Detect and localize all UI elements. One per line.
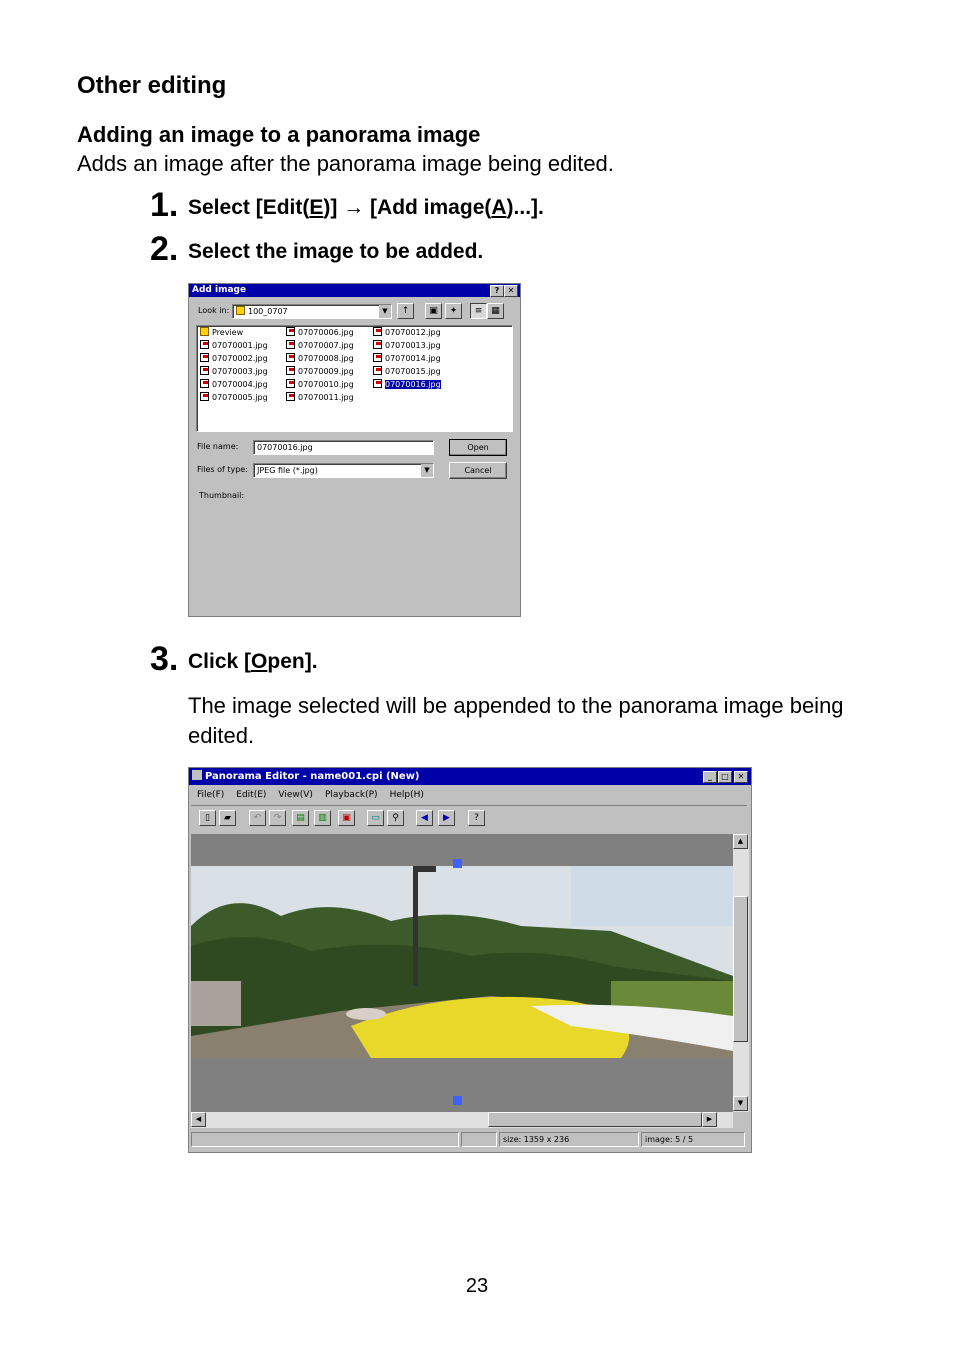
file-name: 07070010.jpg	[298, 380, 354, 389]
file-name: 07070004.jpg	[212, 380, 268, 389]
file-name: 07070006.jpg	[298, 328, 354, 337]
cancel-button[interactable]: Cancel	[449, 462, 507, 479]
panorama-canvas[interactable]	[191, 834, 733, 1112]
scroll-right-icon[interactable]: ▶	[702, 1112, 717, 1127]
section-title: Other editing	[77, 72, 227, 99]
add-image-dialog	[188, 283, 521, 617]
step-1-text: Select [Edit(E)] → [Add image(A)...].	[188, 196, 544, 219]
vertical-scroll-thumb[interactable]	[733, 896, 748, 1042]
app-icon	[192, 770, 202, 780]
file-list-item[interactable]	[200, 353, 268, 365]
file-list-item[interactable]	[373, 379, 441, 391]
filetype-select[interactable]: JPEG file (*.jpg) ▼	[253, 463, 434, 478]
editor-title: Panorama Editor - name001.cpi (New)	[205, 771, 420, 782]
menu-bar	[197, 790, 436, 800]
jpg-file-icon	[200, 366, 209, 375]
jpg-file-icon	[200, 392, 209, 401]
status-message	[191, 1132, 459, 1147]
panorama-photo	[191, 866, 733, 1058]
scroll-up-icon[interactable]: ▲	[733, 834, 748, 849]
file-name: 07070014.jpg	[385, 354, 441, 363]
status-size: size: 1359 x 236	[499, 1132, 639, 1147]
vertical-scrollbar[interactable]	[733, 834, 749, 1112]
jpg-file-icon	[286, 366, 295, 375]
page-number: 23	[465, 1275, 489, 1297]
filename-label: File name:	[197, 442, 239, 451]
file-list-item[interactable]	[286, 340, 354, 352]
status-spacer	[461, 1132, 497, 1147]
file-list-item[interactable]	[373, 340, 441, 352]
jpg-file-icon	[286, 327, 295, 336]
scroll-left-icon[interactable]: ◀	[191, 1112, 206, 1127]
step-2-text: Select the image to be added.	[188, 240, 484, 263]
menu-item[interactable]: File(F)	[197, 790, 225, 800]
menu-item[interactable]: Edit(E)	[236, 790, 267, 800]
file-list-item[interactable]	[286, 379, 354, 391]
file-list-item[interactable]	[200, 392, 268, 404]
file-list-item[interactable]	[200, 366, 268, 378]
jpg-file-icon	[373, 366, 382, 375]
jpg-file-icon	[286, 340, 295, 349]
jpg-file-icon	[373, 379, 382, 388]
file-name: 07070015.jpg	[385, 367, 441, 376]
stitch-icon[interactable]: ▥	[314, 810, 331, 826]
undo-icon[interactable]: ↶	[249, 810, 266, 826]
list-view-icon[interactable]: ≡	[470, 303, 487, 319]
file-list-item[interactable]	[286, 353, 354, 365]
close-button[interactable]: ✕	[504, 285, 518, 297]
editor-titlebar	[189, 768, 751, 785]
file-list-item[interactable]	[286, 366, 354, 378]
menu-item[interactable]: Help(H)	[389, 790, 424, 800]
panorama-editor-window	[188, 767, 752, 1153]
file-name: 07070013.jpg	[385, 341, 441, 350]
file-list[interactable]	[196, 325, 513, 432]
step-3-number: 3.	[150, 640, 179, 678]
menu-item[interactable]: View(V)	[278, 790, 313, 800]
jpg-file-icon	[373, 340, 382, 349]
file-list-item[interactable]	[286, 392, 354, 404]
step-2-number: 2.	[150, 230, 179, 268]
file-list-item[interactable]	[200, 327, 243, 339]
filetype-label: Files of type:	[197, 465, 248, 474]
jpg-file-icon	[373, 327, 382, 336]
open-button[interactable]: Open	[449, 439, 507, 456]
file-name: 07070001.jpg	[212, 341, 268, 350]
details-view-icon[interactable]: ▦	[487, 303, 504, 319]
step-1-number: 1.	[150, 186, 179, 224]
horizontal-scrollbar[interactable]	[191, 1112, 733, 1128]
dialog-title: Add image	[192, 285, 247, 295]
up-folder-icon[interactable]: ↑	[397, 303, 414, 319]
folder-icon	[236, 306, 245, 315]
subsection-description: Adds an image after the panorama image being edited.	[77, 151, 614, 176]
horizontal-scroll-thumb[interactable]	[488, 1112, 702, 1127]
panorama-image	[191, 866, 733, 1058]
play-right-icon[interactable]: ▶	[438, 810, 455, 826]
file-name: 07070012.jpg	[385, 328, 441, 337]
step-3-body: The image selected will be appended to the panorama image being edited.	[188, 693, 844, 748]
jpg-file-icon	[286, 392, 295, 401]
jpg-file-icon	[286, 353, 295, 362]
help-button[interactable]: ?	[490, 285, 504, 297]
file-list-item[interactable]	[373, 353, 441, 365]
zoom-icon[interactable]: ⚲	[387, 810, 404, 826]
jpg-file-icon	[200, 353, 209, 362]
play-left-icon[interactable]: ◀	[416, 810, 433, 826]
file-list-item[interactable]	[373, 366, 441, 378]
new-folder-icon[interactable]: ✦	[445, 303, 462, 319]
filename-input[interactable]: 07070016.jpg	[253, 440, 434, 455]
chevron-down-icon[interactable]: ▼	[421, 464, 433, 477]
file-name: 07070003.jpg	[212, 367, 268, 376]
maximize-icon[interactable]: □	[718, 771, 732, 783]
bottom-marker-icon[interactable]	[453, 1096, 462, 1105]
jpg-file-icon	[200, 340, 209, 349]
close-icon[interactable]: ✕	[734, 771, 748, 783]
file-list-item[interactable]	[200, 340, 268, 352]
dialog-titlebar	[189, 284, 520, 297]
file-name: 07070011.jpg	[298, 393, 354, 402]
file-name: 07070002.jpg	[212, 354, 268, 363]
minimize-icon[interactable]: _	[703, 771, 717, 783]
fit-view-icon[interactable]: ▭	[367, 810, 384, 826]
file-name: Preview	[212, 328, 244, 337]
open-folder-icon[interactable]: ▰	[219, 810, 236, 826]
help-icon[interactable]: ?	[468, 810, 485, 826]
subsection-title: Adding an image to a panorama image	[77, 122, 481, 147]
chevron-down-icon[interactable]: ▼	[379, 305, 391, 318]
add-image-icon[interactable]: ▤	[292, 810, 309, 826]
delete-image-icon[interactable]: ▣	[338, 810, 355, 826]
status-image: image: 5 / 5	[641, 1132, 745, 1147]
lookin-label: Look in:	[198, 306, 230, 315]
menu-item[interactable]: Playback(P)	[324, 790, 378, 800]
new-file-icon[interactable]: ▯	[199, 810, 216, 826]
file-name: 07070009.jpg	[298, 367, 354, 376]
file-list-item[interactable]	[286, 327, 354, 339]
top-marker-icon[interactable]	[453, 859, 462, 868]
file-name: 07070008.jpg	[298, 354, 354, 363]
step-3-text: Click [Open].	[188, 650, 318, 673]
file-name: 07070005.jpg	[212, 393, 268, 402]
jpg-file-icon	[373, 353, 382, 362]
file-name: 07070007.jpg	[298, 341, 354, 350]
file-name: 07070016.jpg	[385, 380, 441, 389]
file-list-item[interactable]	[373, 327, 441, 339]
lookin-select[interactable]: 100_0707 ▼	[232, 304, 392, 319]
desktop-icon[interactable]: ▣	[425, 303, 442, 319]
scroll-down-icon[interactable]: ▼	[733, 1096, 748, 1111]
jpg-file-icon	[200, 379, 209, 388]
jpg-file-icon	[286, 379, 295, 388]
folder-icon	[200, 327, 209, 336]
status-bar	[191, 1132, 747, 1148]
redo-icon[interactable]: ↷	[269, 810, 286, 826]
file-list-item[interactable]	[200, 379, 268, 391]
thumbnail-label: Thumbnail:	[199, 491, 245, 500]
